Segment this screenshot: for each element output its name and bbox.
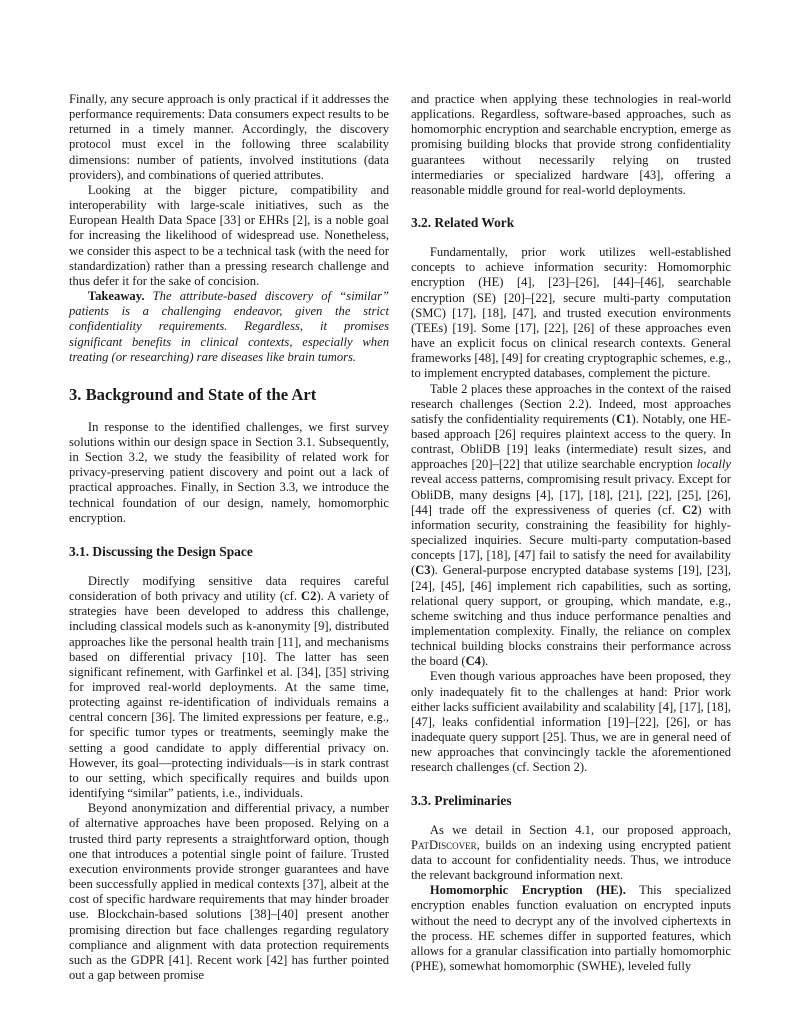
challenge-ref-c2: C2	[301, 589, 317, 604]
subsection-3-3-heading: 3.3. Preliminaries	[411, 792, 512, 808]
section-3-heading: 3. Background and State of the Art	[69, 384, 317, 404]
emphasis-locally: locally	[696, 457, 731, 472]
takeaway-label: Takeaway.	[87, 289, 145, 304]
paragraph-design-space: Directly modifying sensitive data requires careful consideration of both privacy and utility (cf. C2). A variety of strategies have been developed to address this challenge, including classical models such as k-anonymity [9], distributed approaches like the personal health train [11], and mechanisms based on differential privacy [10]. The latter has seen significant refinement, with Garfinkel et al. [34], [35] striving for improved real-world deployments. At the same time, protecting against re-identification of individuals remains a central concern [36]. The limited expressions per feature, e.g., for specific tumor types or treatments, seemingly make the setting a good candidate to apply differential privacy on. However, its goal—protecting individuals—is in stark contrast to our setting, which specifically requires and builds upon identifying “similar” patients, i.e., individuals.	[69, 573, 389, 801]
subsection-3-2-heading: 3.2. Related Work	[411, 215, 515, 231]
he-label: Homomorphic Encryption (HE).	[429, 883, 626, 898]
paragraph-homomorphic-encryption	[411, 883, 731, 974]
paragraph-practice: and practice when applying these technologies in real-world applications. Regardless, software-based approaches, such as homomorphic encryption and searchable encryption, emerge as promising building blocks that provide strong confidentiality guarantees without necessarily relying on trusted intermediaries or specialized hardware [43], offering a reasonable middle ground for real-world deployments.	[411, 92, 731, 197]
paragraph-table-2: Table 2 places these approaches in the context of the raised research challenges (Section 2.2). Indeed, most approaches satisfy the confidentiality requirements (C1). Notably, one HE-based approach [26] requires plaintext access to the query. In contrast, ObliDB [19] leaks (intermediate) result sizes, and approaches [20]–[22] that utilize searchable encryption locally reveal access patterns, compromising result privacy. Except for ObliDB, many designs [4], [17], [18], [21], [22], [25], [26], [44] trade off the expressiveness of queries (cf. C2) with information security, constraining the feasibility for highly-specialized inquiries. Secure multi-party computation-based concepts [17], [18], [47] fail to satisfy the need for availability (C3). General-purpose encrypted database systems [19], [23], [24], [45], [46] implement rich capabilities, such as sorting, relational query support, or grouping, which mandate, e.g., scheme switching and thus induce performance penalties and implementation complexity. Finally, the reliance on complex technical building blocks constrains their performance across the board (C4).	[411, 381, 731, 669]
paragraph-alternatives: Beyond anonymization and differential privacy, a number of alternative approaches have been proposed. Relying on a trusted third party represents a straightforward option, though one that introduces a potential single point of failure. Trusted execution environments provide stronger guarantees and have been successfully applied in medical contexts [37], albeit at the cost of specific hardware requirements that may hinder broader use. Blockchain-based solutions [38]–[40] present another promising direction but face challenges regarding regulatory compliance and alignment with data protection requirements such as the GDPR [41]. Recent work [42] has further pointed out a gap between promise	[69, 801, 389, 982]
right-column	[411, 92, 731, 974]
paragraph-related-work: Fundamentally, prior work utilizes well-established concepts to achieve information security: Homomorphic encryption (HE) [4], [23]–[26], [44]–[46], searchable encryption (SE) [20]–[22], secure multi-party computation (SMC) [17], [18], [47], and trusted execution environments (TEEs) [19]. Some [17], [22], [26] of these approaches even have an explicit focus on clinical research contexts. General frameworks [48], [49] for creating cryptographic schemes, e.g., to implement encrypted databases, complement the picture.	[411, 245, 731, 381]
takeaway-paragraph	[69, 289, 389, 365]
challenge-ref-c1: C1	[616, 411, 632, 426]
system-name: PatDiscover	[411, 837, 477, 852]
paragraph-section-overview: In response to the identified challenges, we first survey solutions within our design space in Section 3.1. Subsequently, in Section 3.2, we study the feasibility of related work for privacy-preserving patient discovery and point out a lack of practical approaches. Finally, in Section 3.3, we introduce the technical foundation of our design, namely, homomorphic encryption.	[69, 419, 389, 525]
subsection-3-1-heading: 3.1. Discussing the Design Space	[69, 543, 253, 559]
challenge-ref-c2: C2	[681, 502, 698, 517]
takeaway-text: The attribute-based discovery of “similar” patients is a challenging endeavor, given the strict confidentiality requirements. Regardless, it promises significant benefits in clinical contexts, especially when treating (or researching) rare diseases like brain tumors.	[69, 289, 389, 364]
paragraph-interoperability: Looking at the bigger picture, compatibility and interoperability with large-scale initiatives, such as the European Health Data Space [33] or EHRs [2], is a noble goal for increasing the likelihood of widespread use. Nonetheless, we consider this aspect to be a technical task (with the need for standardization) rather than a pressing research challenge and thus defer it for the sake of concision.	[69, 182, 389, 288]
he-text: This specialized encryption enables function evaluation on encrypted inputs without the need to decrypt any of the involved ciphertexts in the process. HE schemes differ in supported features, which allows for a granular classification into partially homomorphic (PHE), somewhat homomorphic (SWHE), leveled fully	[411, 883, 731, 973]
challenge-ref-c4: C4	[465, 654, 481, 669]
paragraph-preliminaries: As we detail in Section 4.1, our proposed approach, PatDiscover, builds on an indexing using encrypted patient data to account for confidentiality needs. Thus, we introduce the relevant background information next.	[411, 822, 731, 883]
left-column	[69, 92, 389, 983]
paragraph-gap-summary: Even though various approaches have been proposed, they only inadequately fit to the challenges at hand: Prior work either lacks sufficient availability and scalability [4], [17], [18], [47], leaks confidential information [19]–[22], [26], or has inadequate query support [25]. Thus, we are in general need of new approaches that convincingly tackle the aforementioned research challenges (cf. Section 2).	[411, 669, 731, 775]
challenge-ref-c3: C3	[415, 563, 431, 578]
paragraph-performance: Finally, any secure approach is only practical if it addresses the performance requirements: Data consumers expect results to be returned in a timely manner. Accordingly, the discovery protocol must excel in the following three scalability dimensions: number of patients, involved institutions (data providers), and combinations of queried attributes.	[69, 92, 389, 182]
